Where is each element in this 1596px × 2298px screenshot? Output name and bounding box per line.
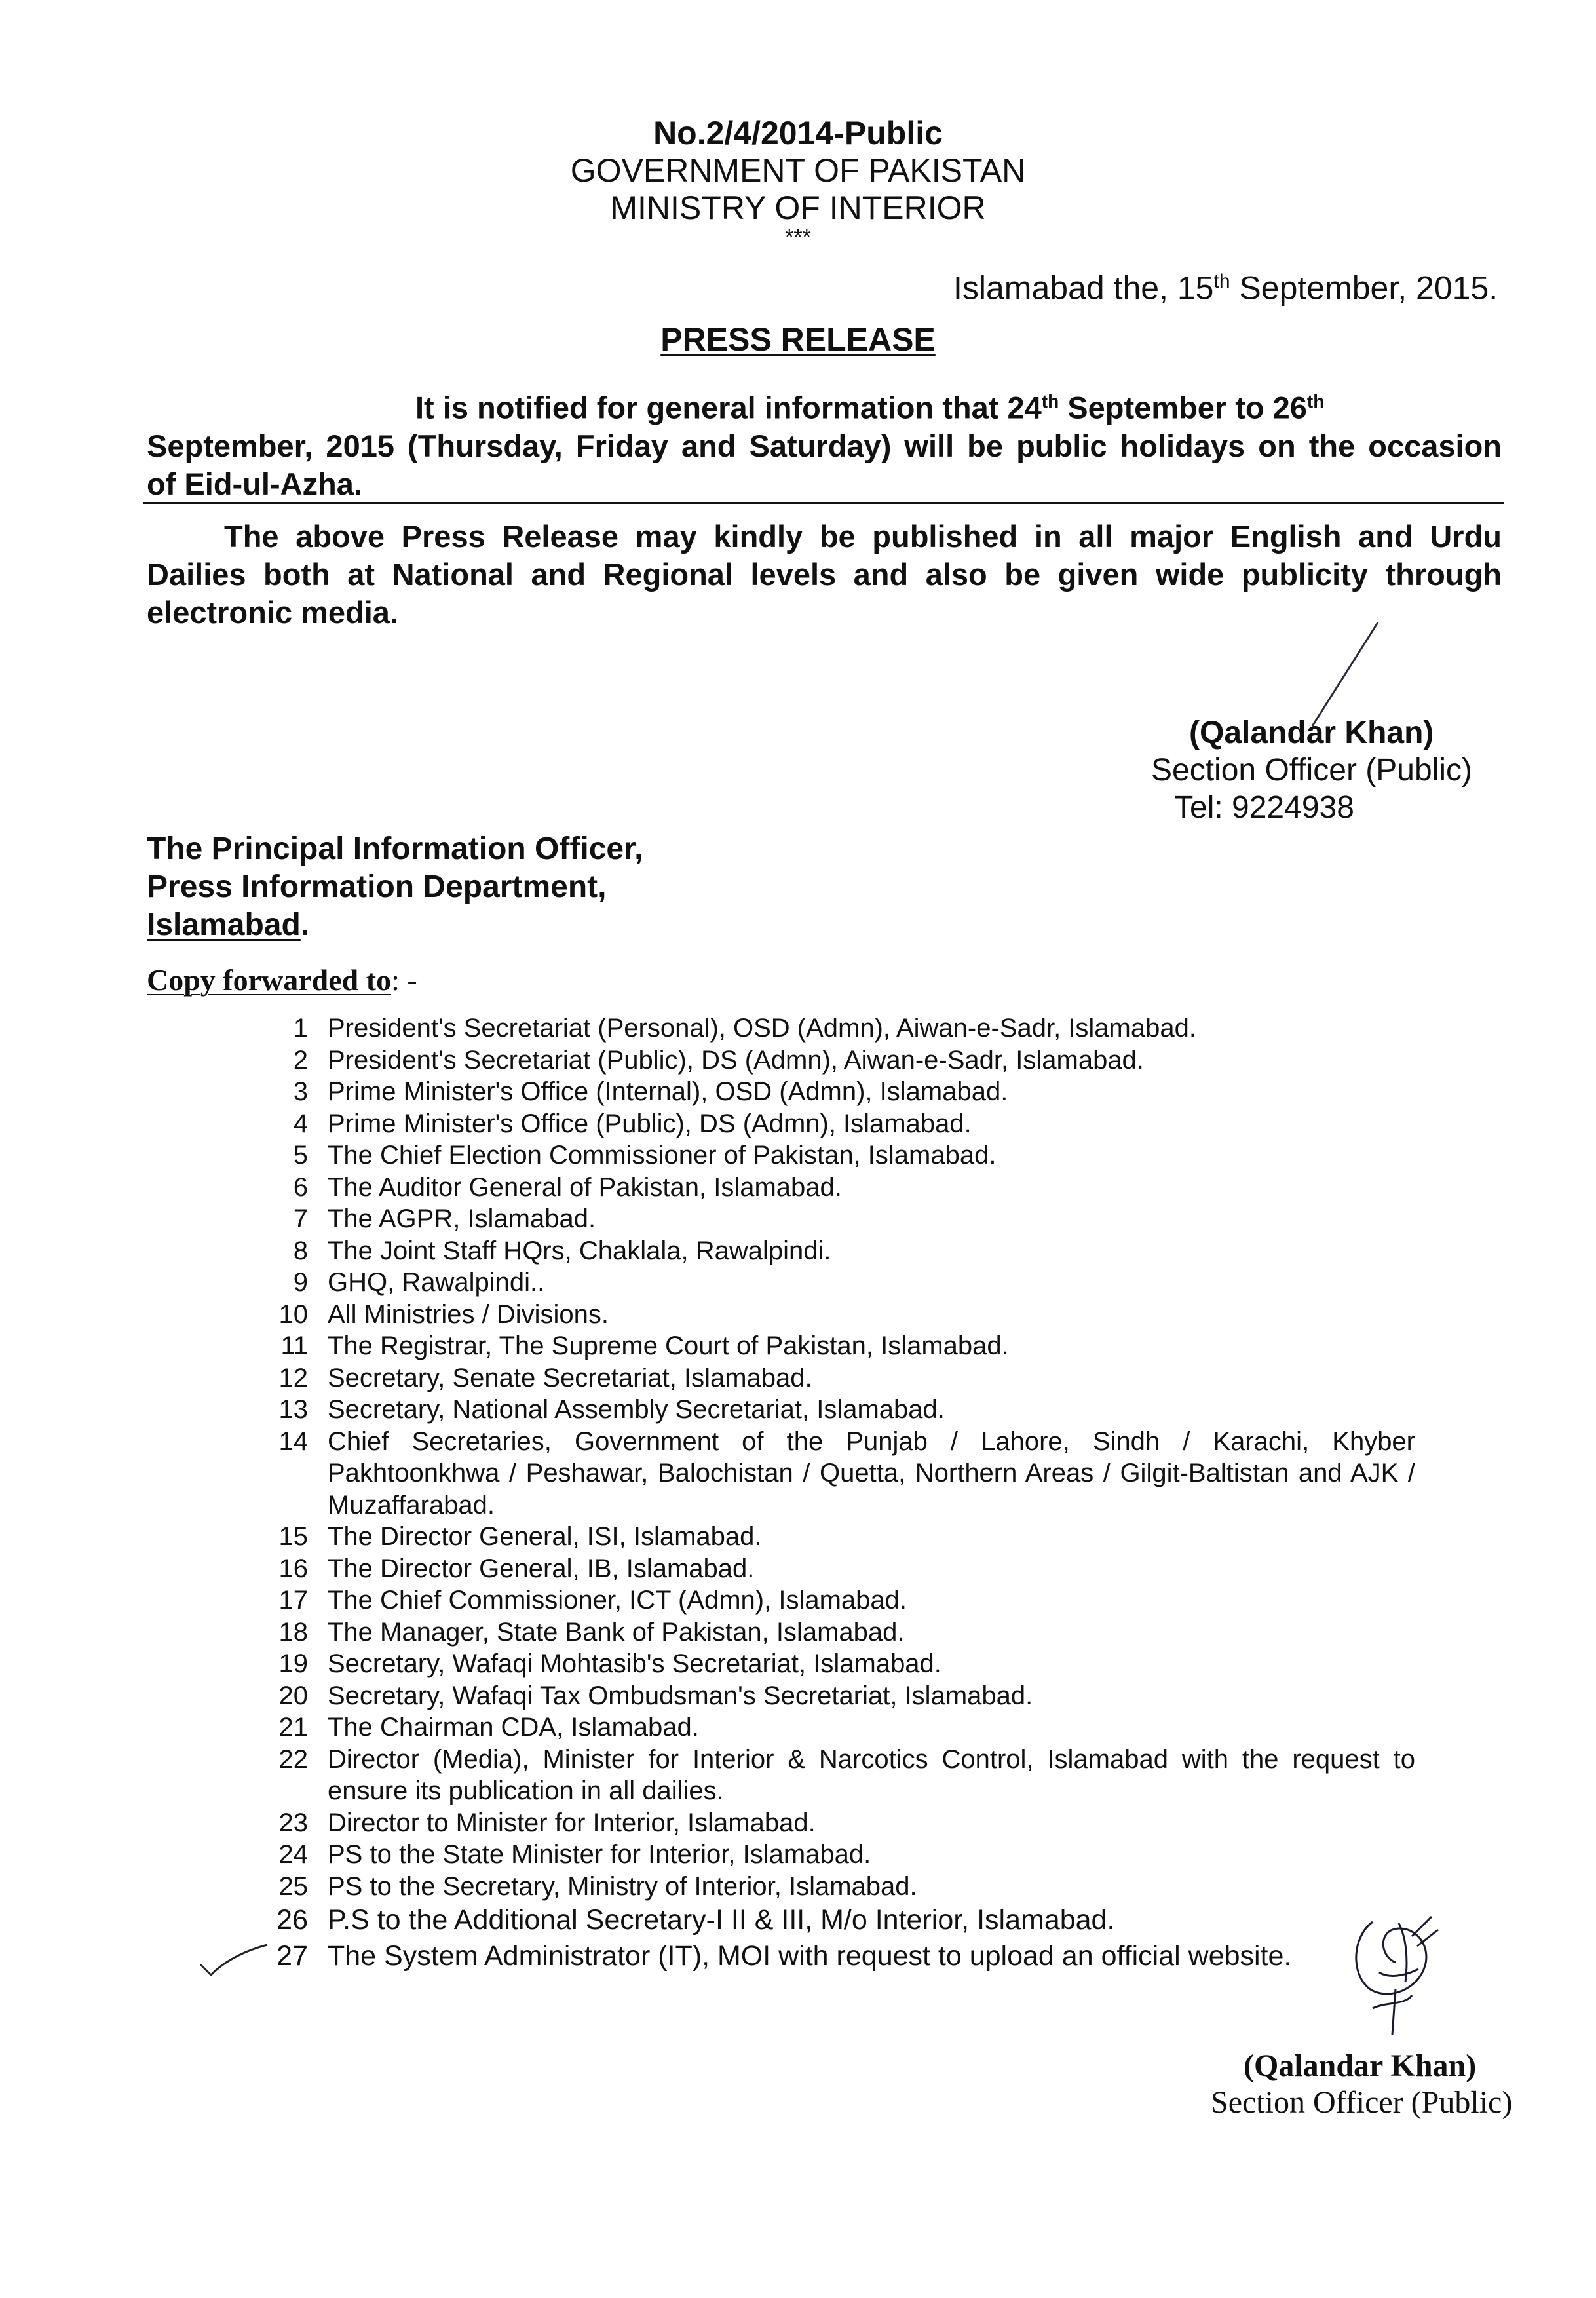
- list-item-number: 17: [278, 1586, 308, 1615]
- list-item: [262, 1044, 1415, 1077]
- ministry-heading: MINISTRY OF INTERIOR: [610, 189, 986, 226]
- list-item: [262, 1012, 1415, 1044]
- list-item: [262, 1299, 1415, 1331]
- list-item-number: 16: [278, 1554, 308, 1583]
- list-item: [262, 1235, 1415, 1267]
- list-item: [262, 1362, 1415, 1394]
- header-stars: ***: [785, 225, 811, 250]
- notice-line-1: It is notified for general information that 24th September to 26th: [415, 390, 1325, 425]
- list-item: [262, 1553, 1415, 1585]
- list-item: [262, 1744, 1415, 1807]
- list-item-number: 23: [278, 1808, 308, 1837]
- list-item: [262, 1108, 1415, 1140]
- signatory-name: (Qalandar Khan): [1189, 716, 1434, 750]
- signatory-designation: Section Officer (Public): [1151, 753, 1472, 788]
- list-item-number: 2: [293, 1045, 308, 1075]
- press-release-title: PRESS RELEASE: [660, 321, 936, 358]
- list-item-text: The Registrar, The Supreme Court of Pakistan, Islamabad.: [328, 1331, 1009, 1360]
- list-item: [262, 1617, 1415, 1649]
- list-item: [262, 1394, 1415, 1426]
- list-item-text: The Director General, IB, Islamabad.: [328, 1554, 755, 1583]
- list-item-text: PS to the State Minister for Interior, Islamabad.: [328, 1840, 871, 1869]
- list-item-text: The AGPR, Islamabad.: [328, 1204, 596, 1233]
- list-item: [262, 1139, 1415, 1172]
- list-item-number: 25: [278, 1871, 308, 1901]
- list-item: [262, 1584, 1415, 1617]
- signatory-telephone: Tel: 9224938: [1174, 790, 1354, 825]
- list-item-text: The Manager, State Bank of Pakistan, Islamabad.: [328, 1617, 905, 1647]
- list-item-text: P.S to the Additional Secretary-I II & III, M/o Interior, Islamabad.: [328, 1904, 1115, 1936]
- list-item-number: 8: [293, 1236, 308, 1265]
- list-item-number: 27: [276, 1940, 308, 1972]
- list-item: [262, 1871, 1415, 1903]
- list-item: [262, 1680, 1415, 1712]
- list-item: [262, 1938, 1415, 1974]
- list-item: [262, 1648, 1415, 1680]
- list-item: [262, 1807, 1415, 1839]
- list-item-text: The Chairman CDA, Islamabad.: [328, 1713, 699, 1742]
- list-item: [262, 1712, 1415, 1744]
- list-item-number: 11: [280, 1331, 308, 1360]
- list-item: [262, 1172, 1415, 1204]
- list-item-text: President's Secretariat (Personal), OSD (Admn), Aiwan-e-Sadr, Islamabad.: [328, 1014, 1196, 1043]
- list-item-text: Prime Minister's Office (Public), DS (Admn), Islamabad.: [328, 1109, 972, 1138]
- list-item-number: 12: [278, 1363, 308, 1392]
- government-heading: GOVERNMENT OF PAKISTAN: [570, 152, 1026, 189]
- notice-line-3: of Eid-ul-Azha.: [147, 466, 362, 501]
- list-item-text: Secretary, Wafaqi Mohtasib's Secretariat, Islamabad.: [328, 1649, 941, 1678]
- list-item-number: 10: [278, 1299, 308, 1329]
- list-item: [262, 1521, 1415, 1553]
- list-item-text: The Chief Commissioner, ICT (Admn), Islamabad.: [328, 1586, 907, 1615]
- handwritten-signature-icon: [1333, 1910, 1458, 2041]
- list-item-number: 7: [293, 1204, 308, 1233]
- list-item-number: 21: [278, 1713, 308, 1742]
- list-item-number: 15: [278, 1522, 308, 1551]
- list-item-number: 26: [276, 1904, 308, 1936]
- list-item-number: 6: [293, 1172, 308, 1202]
- list-item-text: The Auditor General of Pakistan, Islamabad.: [328, 1172, 842, 1202]
- list-item-number: 13: [278, 1395, 308, 1424]
- list-item: [262, 1902, 1415, 1938]
- list-item-text: Director (Media), Minister for Interior & Narcotics Control, Islamabad with the request to ensure its publication in all dailies.: [328, 1744, 1415, 1805]
- notice-line-2: September, 2015 (Thursday, Friday and Saturday) will be public holidays on the occasion: [147, 428, 1502, 463]
- list-item-text: The Joint Staff HQrs, Chaklala, Rawalpindi.: [328, 1236, 831, 1265]
- list-item-text: GHQ, Rawalpindi..: [328, 1268, 545, 1297]
- list-item: [262, 1203, 1415, 1235]
- list-item: [262, 1267, 1415, 1299]
- copy-forwarded-label: Copy forwarded to: -: [147, 963, 417, 997]
- list-item: [262, 1330, 1415, 1362]
- list-item: [262, 1076, 1415, 1108]
- list-item-text: PS to the Secretary, Ministry of Interior, Islamabad.: [328, 1871, 917, 1901]
- list-item-number: 9: [293, 1268, 308, 1297]
- list-item-text: Secretary, Wafaqi Tax Ombudsman's Secretariat, Islamabad.: [328, 1681, 1033, 1710]
- reference-number: No.2/4/2014-Public: [653, 115, 943, 151]
- list-item-number: 1: [293, 1014, 308, 1043]
- list-item-text: The Chief Election Commissioner of Pakistan, Islamabad.: [328, 1141, 997, 1170]
- list-item-text: The System Administrator (IT), MOI with request to upload an official website.: [328, 1940, 1292, 1972]
- list-item-number: 19: [278, 1649, 308, 1678]
- list-item-number: 18: [278, 1617, 308, 1647]
- list-item: [262, 1426, 1415, 1522]
- distribution-list: [262, 1012, 1415, 1974]
- list-item-text: Secretary, Senate Secretariat, Islamabad.: [328, 1363, 812, 1392]
- list-item-text: Secretary, National Assembly Secretariat, Islamabad.: [328, 1395, 945, 1424]
- list-item-text: All Ministries / Divisions.: [328, 1299, 609, 1329]
- addressee-block: The Principal Information Officer, Press Information Department, Islamabad.: [147, 832, 643, 942]
- list-item-number: 14: [278, 1427, 308, 1456]
- checkmark-icon: [197, 1940, 272, 1985]
- list-item-text: Prime Minister's Office (Internal), OSD (Admn), Islamabad.: [328, 1077, 1008, 1106]
- list-item-number: 24: [278, 1840, 308, 1869]
- issue-date: Islamabad the, 15th September, 2015.: [953, 269, 1498, 307]
- bottom-signatory-name: (Qalandar Khan): [1244, 2048, 1477, 2083]
- list-item-number: 4: [293, 1109, 308, 1138]
- publication-request: The above Press Release may kindly be published in all major English and Urdu Dailies both at National and Regional levels and also be given wide publicity through electronic media.: [147, 519, 1502, 630]
- list-item-text: Chief Secretaries, Government of the Punjab / Lahore, Sindh / Karachi, Khyber Pakhtoonkhwa / Peshawar, Balochistan / Quetta, Northern Areas / Gilgit-Baltistan and AJK / Muzaffarabad.: [328, 1427, 1415, 1520]
- list-item: [262, 1839, 1415, 1871]
- holiday-notice: [147, 383, 1502, 503]
- bottom-signatory-designation: Section Officer (Public): [1211, 2085, 1513, 2120]
- list-item-text: The Director General, ISI, Islamabad.: [328, 1522, 762, 1551]
- list-item-number: 3: [293, 1077, 308, 1106]
- list-item-number: 20: [278, 1681, 308, 1710]
- list-item-number: 22: [278, 1744, 308, 1774]
- list-item-text: Director to Minister for Interior, Islamabad.: [328, 1808, 816, 1837]
- list-item-text: President's Secretariat (Public), DS (Admn), Aiwan-e-Sadr, Islamabad.: [328, 1045, 1144, 1075]
- list-item-number: 5: [293, 1141, 308, 1170]
- divider-line: [143, 502, 1504, 504]
